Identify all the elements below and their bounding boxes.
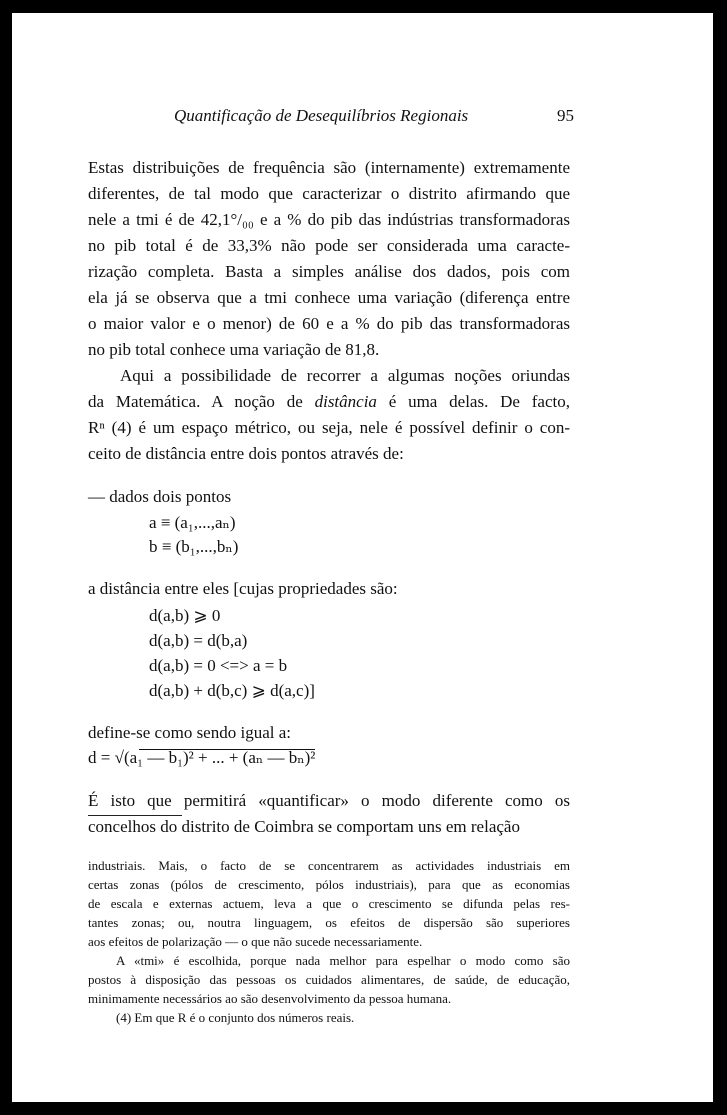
footnote-line: de escala e externas actuem, leva a que o crescimento se difunda pelas res- [88,896,570,911]
formula-lhs: d = [88,748,115,767]
property-line: d(a,b) = 0 <=> a = b [149,656,288,675]
radical-sign: √ [114,748,124,767]
page-header [174,106,574,126]
paragraph-line: diferentes, de tal modo que caracterizar o distrito afirmando que [88,184,570,203]
dash-line: — dados dois pontos [88,487,232,506]
text-run: da Matemática. A noção de [88,392,315,411]
paragraph-line: concelhos do distrito de Coimbra se comportam uns em relação [88,817,520,836]
footnote-4: (4) Em que R é o conjunto dos números reais. [116,1010,355,1025]
paragraph-line: Rⁿ (4) é um espaço métrico, ou seja, nele é possível definir o con- [88,418,570,437]
paragraph-line [88,392,570,412]
footnote-line: A «tmi» é escolhida, porque nada melhor para espelhar o modo como são [116,953,570,968]
radical-vinculum [139,749,316,750]
footnote-line: tantes zonas; ou, noutra linguagem, os efeitos de dispersão são superiores [88,915,570,930]
point-b: b ≡ (b₁,...,bₙ) [149,537,239,556]
property-line: d(a,b) + d(b,c) ⩾ d(a,c)] [149,681,315,700]
footnote-line: minimamente necessários ao são desenvolvimento da pessoa humana. [88,991,452,1006]
text-run: é uma delas. De facto, [376,392,570,411]
distance-formula [88,748,315,768]
point-a: a ≡ (a₁,...,aₙ) [149,513,236,532]
distance-intro: a distância entre eles [cujas propriedades são: [88,579,398,598]
paragraph-line: no pib total é de 33,3% não pode ser considerada uma caracte- [88,236,570,255]
define-line: define-se como sendo igual a: [88,723,291,742]
footnote-line: aos efeitos de polarização — o que não sucede necessariamente. [88,934,423,949]
footnote-rule [88,815,182,816]
paragraph-line: ela já se observa que a tmi conhece uma variação (diferença entre [88,288,570,307]
running-title: Quantificação de Desequilíbrios Regionais [174,106,469,125]
footnote-line: industriais. Mais, o facto de se concentrarem as actividades industriais em [88,858,570,873]
book-page [12,13,713,1102]
paragraph-line: É isto que permitirá «quantificar» o modo diferente como os [88,791,570,810]
property-line: d(a,b) ⩾ 0 [149,606,221,625]
square-root [115,748,316,767]
footnote-line: certas zonas (pólos de crescimento, pólos industriais), para que as economias [88,877,570,892]
paragraph-line: no pib total conhece uma variação de 81,8. [88,340,380,359]
paragraph-line: o maior valor e o menor) de 60 e a % do pib das transformadoras [88,314,570,333]
paragraph-line: Estas distribuições de frequência são (internamente) extremamente [88,158,570,177]
property-line: d(a,b) = d(b,a) [149,631,248,650]
paragraph-line: nele a tmi é de 42,1°/₀₀ e a % do pib das indústrias transformadoras [88,210,570,229]
emphasis-distancia: distância [314,392,377,411]
paragraph-line: ceito de distância entre dois pontos através de: [88,444,404,463]
page-number: 95 [557,106,574,125]
paragraph-line: rização completa. Basta a simples análise dos dados, pois com [88,262,570,281]
footnote-line: postos à disposição das pessoas os cuidados alimentares, de saúde, de educação, [88,972,570,987]
paragraph-line: Aqui a possibilidade de recorrer a algumas noções oriundas [120,366,570,385]
radicand: (a₁ — b₁)² + ... + (aₙ — bₙ)² [123,748,316,767]
